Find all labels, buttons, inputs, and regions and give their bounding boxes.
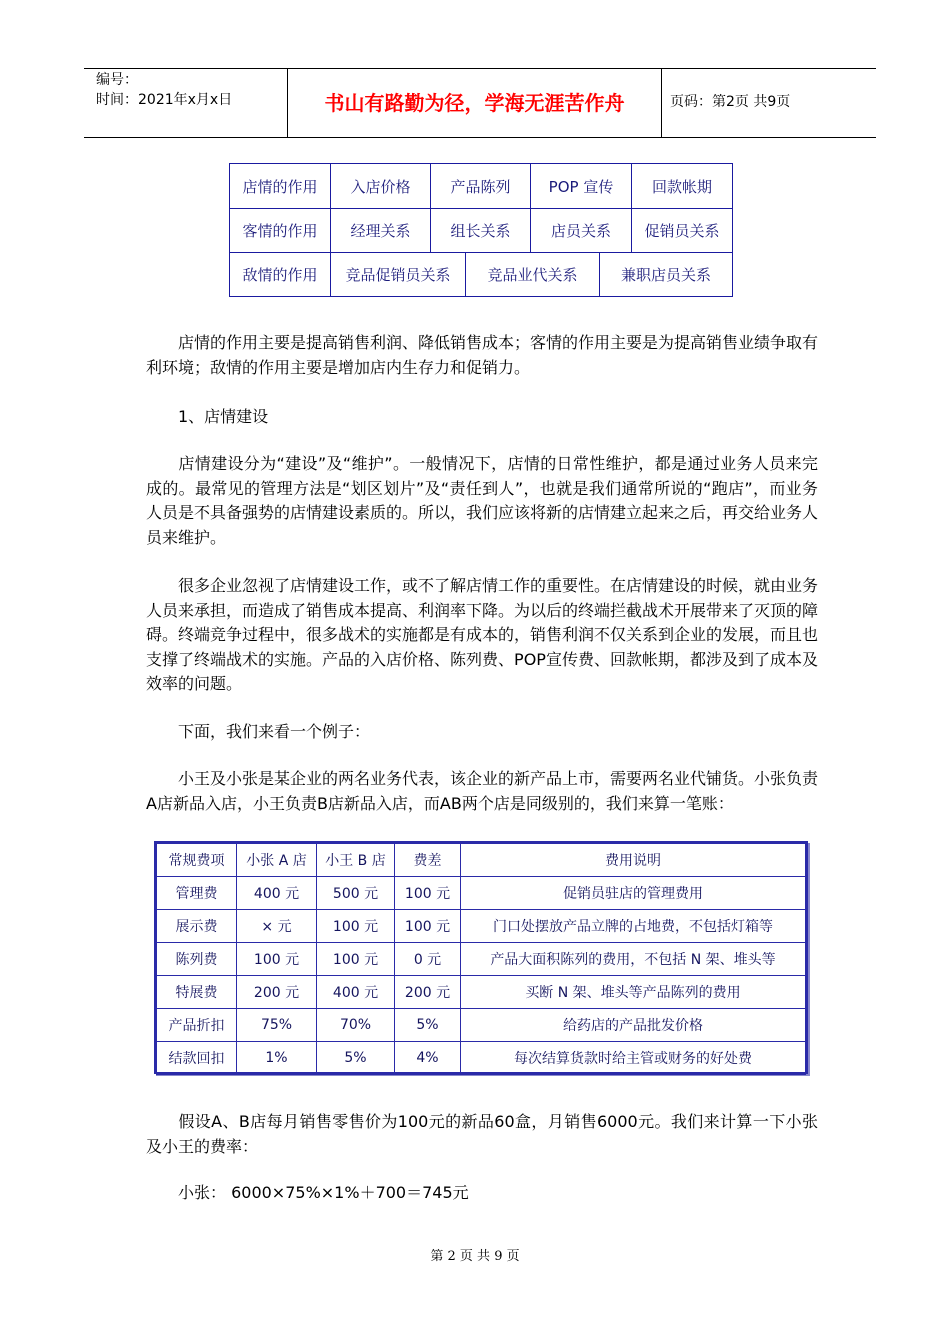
relation-cell: 兼职店员关系 [620, 265, 711, 284]
fee-cell: 结款回扣 [157, 1042, 237, 1075]
motto: 书山有路勤为径，学海无涯苦作舟 [324, 91, 625, 115]
page-label: 页码：第2页 共9页 [670, 94, 791, 110]
fee-cell: 促销员驻店的管理费用 [461, 877, 806, 910]
paragraph [146, 767, 818, 816]
relation-table [229, 163, 733, 297]
fee-cell: 500 元 [317, 877, 395, 910]
fee-cell: 特展费 [157, 976, 237, 1009]
paragraph-text: 假设A、B店每月销售零售价为100元的新品60盒，月销售6000元。我们来计算一下小张及小王的费率： [146, 1112, 818, 1156]
paragraph-text: 很多企业忽视了店情建设工作，或不了解店情工作的重要性。在店情建设的时候，就由业务人员来承担，而造成了销售成本提高、利润率下降。为以后的终端拦截战术开展带来了灭顶的障碍。终端竞争过程中，很多战术的实施都是有成本的，销售利润不仅关系到企业的发展，而且也支撑了终端战术的实施。产品的入店价格、陈列费、POP宣传费、回款帐期，都涉及到了成本及效率的问题。 [146, 576, 819, 693]
fee-cell: 产品折扣 [157, 1009, 237, 1042]
fee-cell: 陈列费 [157, 943, 237, 976]
fee-cell: 100 元 [317, 910, 395, 943]
paragraph [146, 1110, 818, 1159]
fee-cell: 70% [317, 1009, 395, 1042]
fee-cell: × 元 [237, 910, 317, 943]
fee-cell: 100 元 [395, 877, 461, 910]
fee-cell: 200 元 [237, 976, 317, 1009]
paragraph-text: 小王及小张是某企业的两名业务代表，该企业的新产品上市，需要两名业代铺货。小张负责A店新品入店，小王负责B店新品入店，而AB两个店是同级别的，我们来算一笔账： [146, 769, 819, 813]
fee-header-cell: 小王 B 店 [317, 844, 395, 877]
section-heading-text: 1、店情建设 [178, 407, 269, 426]
fee-cell: 100 元 [317, 943, 395, 976]
paragraph [146, 720, 818, 745]
fee-cell: 买断 N 架、堆头等产品陈列的费用 [461, 976, 806, 1009]
relation-cell: 经理关系 [331, 208, 431, 252]
relation-cell: 竞品促销员关系 [331, 252, 466, 296]
header-meta [84, 69, 287, 137]
fee-cell: 200 元 [395, 976, 461, 1009]
fee-header-cell: 费用说明 [461, 844, 806, 877]
relation-cell: 店情的作用 [230, 164, 331, 208]
relation-cell: 店员关系 [531, 208, 632, 252]
relation-cell: POP 宣传 [531, 164, 632, 208]
fee-header-cell: 常规费项 [157, 844, 237, 877]
relation-cell: 竞品业代关系 [466, 252, 600, 296]
fee-cell: 400 元 [317, 976, 395, 1009]
fee-row [157, 877, 806, 910]
fee-cell: 100 元 [237, 943, 317, 976]
fee-cell: 管理费 [157, 877, 237, 910]
fee-header-cell: 费差 [395, 844, 461, 877]
fee-row [157, 910, 806, 943]
relation-cell: 组长关系 [431, 208, 531, 252]
relation-row [230, 252, 732, 296]
fee-cell: 5% [317, 1042, 395, 1075]
relation-cell: 回款帐期 [651, 177, 712, 196]
fee-cell: 400 元 [237, 877, 317, 910]
fee-row [157, 1009, 806, 1042]
fee-cell: 给药店的产品批发价格 [461, 1009, 806, 1042]
fee-cell: 门口处摆放产品立牌的占地费，不包括灯箱等 [461, 910, 806, 943]
section-heading [146, 405, 818, 430]
fee-cell: 5% [395, 1009, 461, 1042]
fee-row [157, 943, 806, 976]
fee-cell: 1% [237, 1042, 317, 1075]
relation-row [230, 164, 732, 209]
relation-cell: 产品陈列 [431, 164, 531, 208]
relation-cell: 促销员关系 [644, 221, 720, 240]
document-header [84, 68, 876, 138]
fee-table [154, 841, 808, 1074]
paragraph-text: 店情的作用主要是提高销售利润、降低销售成本；客情的作用主要是为提高销售业绩争取有利环境；敌情的作用主要是增加店内生存力和促销力。 [146, 333, 819, 377]
relation-row [230, 208, 732, 253]
fee-cell: 每次结算货款时给主管或财务的好处费 [461, 1042, 806, 1075]
fee-cell: 产品大面积陈列的费用，不包括 N 架、堆头等 [461, 943, 806, 976]
fee-cell: 100 元 [395, 910, 461, 943]
relation-cell: 客情的作用 [230, 208, 331, 252]
fee-header-cell: 小张 A 店 [237, 844, 317, 877]
fee-cell: 展示费 [157, 910, 237, 943]
formula-line [146, 1181, 818, 1206]
fee-header-row [157, 844, 806, 877]
paragraph-text: 下面，我们来看一个例子： [178, 722, 371, 741]
paragraph [146, 574, 818, 697]
paragraph [146, 452, 818, 550]
fee-cell: 4% [395, 1042, 461, 1075]
formula-text: 小张： 6000×75%×1%＋700＝745元 [178, 1183, 469, 1202]
number-label: 编号： [96, 72, 138, 88]
fee-row [157, 1042, 806, 1075]
header-page-cell [662, 69, 876, 137]
fee-cell: 0 元 [395, 943, 461, 976]
paragraph [146, 331, 818, 380]
page-footer: 第 2 页 共 9 页 [430, 1249, 520, 1264]
time-label: 时间：2021年x月x日 [96, 92, 233, 108]
header-motto-cell [287, 69, 662, 137]
paragraph-text: 店情建设分为“建设”及“维护”。一般情况下，店情的日常性维护，都是通过业务人员来完成的。最常见的管理方法是“划区划片”及“责任到人”，也就是我们通常所说的“跑店”，而业务人员是不具备强势的店情建设素质的。所以，我们应该将新的店情建立起来之后，再交给业务人员来维护。 [146, 454, 819, 547]
fee-cell: 75% [237, 1009, 317, 1042]
relation-cell: 敌情的作用 [230, 252, 331, 296]
relation-cell: 入店价格 [331, 164, 431, 208]
fee-row [157, 976, 806, 1009]
